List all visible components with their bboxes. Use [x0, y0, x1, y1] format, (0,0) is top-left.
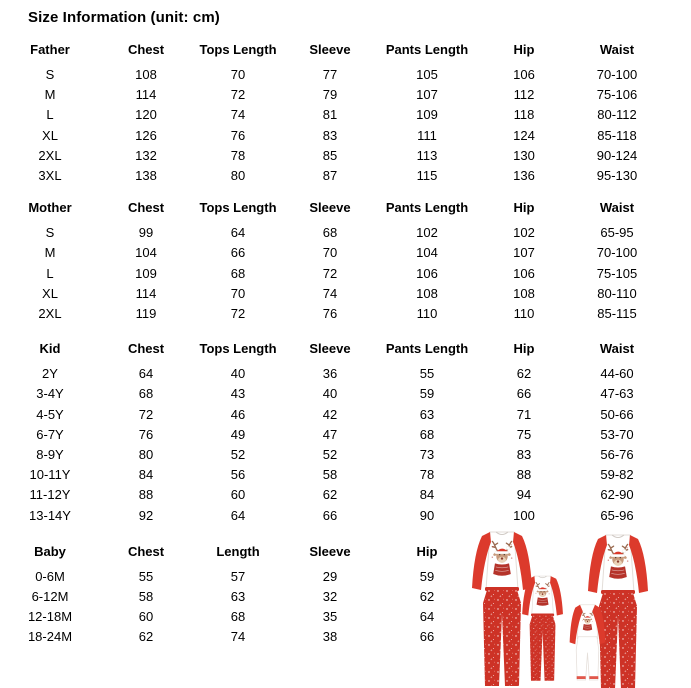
table-cell: 74	[230, 107, 246, 123]
table-cell: 4-5Y	[36, 406, 64, 422]
table-cell: 2XL	[38, 147, 62, 163]
table-cell: 75	[516, 426, 532, 442]
table-cell: 62	[419, 589, 435, 605]
table-cell: 109	[416, 107, 438, 123]
table-row	[0, 485, 691, 505]
table-cell: 70	[230, 285, 246, 301]
table-cell: 90	[419, 507, 435, 523]
table-cell: 106	[513, 67, 535, 82]
table-cell: 0-6M	[35, 568, 65, 584]
table-cell: 68	[138, 386, 154, 402]
table-cell: 109	[135, 265, 157, 281]
table-cell: 120	[135, 107, 157, 123]
table-cell: 78	[230, 147, 246, 163]
table-cell: 6-7Y	[36, 426, 64, 442]
table-cell: 66	[419, 629, 435, 645]
table-cell: 57	[230, 568, 246, 584]
column-header: Chest	[127, 200, 165, 216]
section-father	[0, 41, 691, 186]
table-cell: 118	[513, 107, 535, 123]
table-cell: 85-115	[597, 306, 637, 322]
table-cell: 114	[135, 285, 157, 301]
table-cell: 71	[516, 406, 532, 422]
column-header: Chest	[127, 42, 165, 57]
table-cell: 115	[416, 168, 438, 184]
table-row	[0, 364, 691, 384]
table-row	[0, 126, 691, 146]
table-cell: 56	[230, 467, 246, 483]
table-cell: 66	[322, 507, 338, 523]
table-cell: 76	[322, 306, 338, 322]
table-cell: 3XL	[38, 168, 62, 184]
table-cell: 104	[135, 245, 157, 261]
table-cell: 75-106	[596, 87, 638, 103]
table-cell: M	[44, 245, 56, 261]
column-header: Chest	[127, 543, 165, 559]
table-cell: 2Y	[42, 366, 58, 382]
table-cell: 68	[322, 225, 338, 241]
table-cell: 29	[322, 568, 338, 584]
table-cell: 60	[138, 609, 154, 625]
table-cell: 108	[135, 67, 157, 82]
table-row	[0, 85, 691, 105]
pajamas-illustration	[458, 514, 691, 688]
table-cell: 138	[135, 168, 157, 184]
table-cell: 75-105	[596, 265, 638, 281]
column-header: Tops Length	[199, 200, 277, 216]
column-header: Tops Length	[199, 341, 277, 357]
table-cell: 72	[230, 87, 246, 103]
table-cell: L	[46, 265, 54, 281]
product-photo	[458, 514, 691, 688]
table-cell: 95-130	[596, 168, 638, 184]
table-cell: 62	[516, 366, 532, 382]
header-row	[0, 199, 691, 217]
table-cell: 55	[419, 366, 435, 382]
table-cell: 104	[416, 245, 438, 261]
column-header: Hip	[513, 200, 535, 216]
table-cell: 63	[230, 589, 246, 605]
table-row	[0, 284, 691, 304]
table-cell: 88	[516, 467, 532, 483]
table-cell: 43	[230, 386, 246, 402]
table-cell: 76	[230, 127, 246, 143]
table-cell: 52	[322, 447, 338, 463]
column-header: Sleeve	[309, 200, 351, 216]
table-cell: L	[46, 107, 54, 123]
table-cell: 107	[513, 245, 535, 261]
table-row	[0, 243, 691, 263]
table-cell: 50-66	[600, 406, 634, 422]
table-cell: 49	[230, 426, 246, 442]
table-cell: 70-100	[596, 245, 638, 261]
table-cell: 66	[230, 245, 246, 261]
table-cell: 40	[230, 366, 246, 382]
table-cell: 44-60	[600, 366, 634, 382]
table-row	[0, 465, 691, 485]
table-row	[0, 65, 691, 85]
table-cell: 108	[416, 285, 438, 301]
table-cell: 108	[513, 285, 535, 301]
table-cell: 53-70	[600, 426, 634, 442]
table-cell: 58	[138, 589, 154, 605]
table-row	[0, 264, 691, 284]
table-cell: 2XL	[38, 306, 62, 322]
table-cell: 130	[513, 147, 535, 163]
column-header: Mother	[28, 200, 72, 216]
table-cell: 78	[419, 467, 435, 483]
column-header: Baby	[34, 543, 66, 559]
column-header: Waist	[599, 200, 635, 216]
table-row	[0, 166, 691, 186]
table-cell: 110	[416, 306, 438, 322]
table-cell: 77	[322, 67, 338, 82]
table-cell: 65-96	[600, 507, 634, 523]
table-cell: 6-12M	[31, 589, 69, 605]
column-header: Hip	[513, 42, 535, 57]
table-cell: 84	[419, 487, 435, 503]
baby-romper	[570, 605, 606, 680]
table-cell: 62-90	[600, 487, 634, 503]
table-cell: 124	[513, 127, 535, 143]
column-header: Sleeve	[309, 42, 351, 57]
table-cell: 52	[230, 447, 246, 463]
table-cell: 102	[513, 225, 535, 241]
table-cell: 58	[322, 467, 338, 483]
table-cell: 114	[135, 87, 157, 103]
header-row	[0, 41, 691, 59]
table-cell: 68	[419, 426, 435, 442]
table-cell: 18-24M	[27, 629, 73, 645]
table-cell: 102	[416, 225, 438, 241]
page-title: Size Information (unit: cm)	[28, 9, 220, 26]
table-cell: 74	[230, 629, 246, 645]
table-cell: 83	[516, 447, 532, 463]
table-cell: 94	[516, 487, 532, 503]
column-header: Waist	[599, 42, 635, 57]
table-cell: 106	[513, 265, 535, 281]
table-cell: 132	[135, 147, 157, 163]
table-cell: 74	[322, 285, 338, 301]
table-cell: 32	[322, 589, 338, 605]
table-cell: 85	[322, 147, 338, 163]
table-cell: 68	[230, 265, 246, 281]
column-header: Waist	[599, 341, 635, 357]
table-cell: 64	[419, 609, 435, 625]
table-cell: 80	[230, 168, 246, 184]
table-cell: 60	[230, 487, 246, 503]
table-cell: 46	[230, 406, 246, 422]
table-cell: 79	[322, 87, 338, 103]
table-cell: 111	[417, 127, 437, 143]
table-cell: S	[45, 225, 55, 241]
table-row	[0, 223, 691, 243]
table-cell: S	[45, 67, 55, 82]
column-header: Sleeve	[309, 341, 351, 357]
table-cell: 72	[230, 306, 246, 322]
column-header: Chest	[127, 341, 165, 357]
table-cell: 40	[322, 386, 338, 402]
table-cell: 80-112	[597, 107, 637, 123]
table-cell: M	[44, 87, 56, 103]
table-cell: 72	[322, 265, 338, 281]
table-cell: 72	[138, 406, 154, 422]
section-mother	[0, 199, 691, 324]
table-cell: 64	[138, 366, 154, 382]
table-cell: 55	[138, 568, 154, 584]
table-cell: 70	[322, 245, 338, 261]
column-header: Length	[216, 543, 260, 559]
table-cell: 73	[419, 447, 435, 463]
table-cell: 81	[322, 107, 338, 123]
table-row	[0, 425, 691, 445]
table-cell: 119	[135, 306, 157, 322]
table-cell: 136	[513, 168, 535, 184]
table-cell: 83	[322, 127, 338, 143]
table-cell: 38	[322, 629, 338, 645]
table-row	[0, 405, 691, 425]
table-cell: 66	[516, 386, 532, 402]
table-cell: 92	[138, 507, 154, 523]
column-header: Pants Length	[385, 200, 469, 216]
column-header: Hip	[513, 341, 535, 357]
column-header: Sleeve	[309, 543, 351, 559]
table-cell: 85-118	[597, 127, 637, 143]
table-cell: 88	[138, 487, 154, 503]
table-cell: XL	[42, 127, 58, 143]
table-cell: 10-11Y	[29, 467, 71, 483]
table-row	[0, 384, 691, 404]
table-cell: 13-14Y	[29, 507, 71, 523]
table-cell: 70	[230, 67, 246, 82]
kid-pajamas	[522, 576, 563, 681]
table-cell: 68	[230, 609, 246, 625]
table-cell: 63	[419, 406, 435, 422]
table-cell: 110	[513, 306, 535, 322]
column-header: Pants Length	[385, 42, 469, 57]
table-cell: 36	[322, 366, 338, 382]
table-cell: 106	[416, 265, 438, 281]
column-header: Kid	[39, 341, 61, 357]
table-cell: 76	[138, 426, 154, 442]
column-header: Father	[30, 42, 70, 57]
table-row	[0, 304, 691, 324]
table-cell: 11-12Y	[29, 487, 71, 503]
table-cell: 113	[416, 147, 438, 163]
table-cell: 100	[513, 507, 535, 523]
table-cell: 35	[322, 609, 338, 625]
table-cell: 64	[230, 225, 246, 241]
table-cell: 84	[138, 467, 154, 483]
table-cell: 59	[419, 568, 435, 584]
table-cell: XL	[42, 285, 58, 301]
column-header: Pants Length	[385, 341, 469, 357]
table-cell: 105	[416, 67, 438, 82]
table-cell: 80-110	[597, 285, 637, 301]
table-cell: 90-124	[596, 147, 638, 163]
table-cell: 8-9Y	[36, 447, 64, 463]
table-cell: 12-18M	[27, 609, 73, 625]
table-cell: 80	[138, 447, 154, 463]
table-cell: 62	[138, 629, 154, 645]
table-row	[0, 146, 691, 166]
table-cell: 47-63	[600, 386, 634, 402]
table-cell: 107	[416, 87, 438, 103]
table-cell: 126	[135, 127, 157, 143]
table-cell: 64	[230, 507, 246, 523]
table-cell: 87	[322, 168, 338, 184]
table-cell: 65-95	[600, 225, 634, 241]
table-cell: 3-4Y	[36, 386, 64, 402]
table-cell: 112	[513, 87, 535, 103]
column-header: Tops Length	[199, 42, 277, 57]
table-cell: 62	[322, 487, 338, 503]
column-header: Hip	[416, 543, 438, 559]
table-row	[0, 105, 691, 125]
table-cell: 56-76	[600, 447, 634, 463]
header-row	[0, 340, 691, 358]
table-cell: 47	[322, 426, 338, 442]
table-cell: 42	[322, 406, 338, 422]
table-cell: 59	[419, 386, 435, 402]
table-cell: 99	[138, 225, 154, 241]
table-cell: 59-82	[600, 467, 634, 483]
table-row	[0, 445, 691, 465]
table-cell: 70-100	[596, 67, 638, 82]
section-kid	[0, 340, 691, 526]
